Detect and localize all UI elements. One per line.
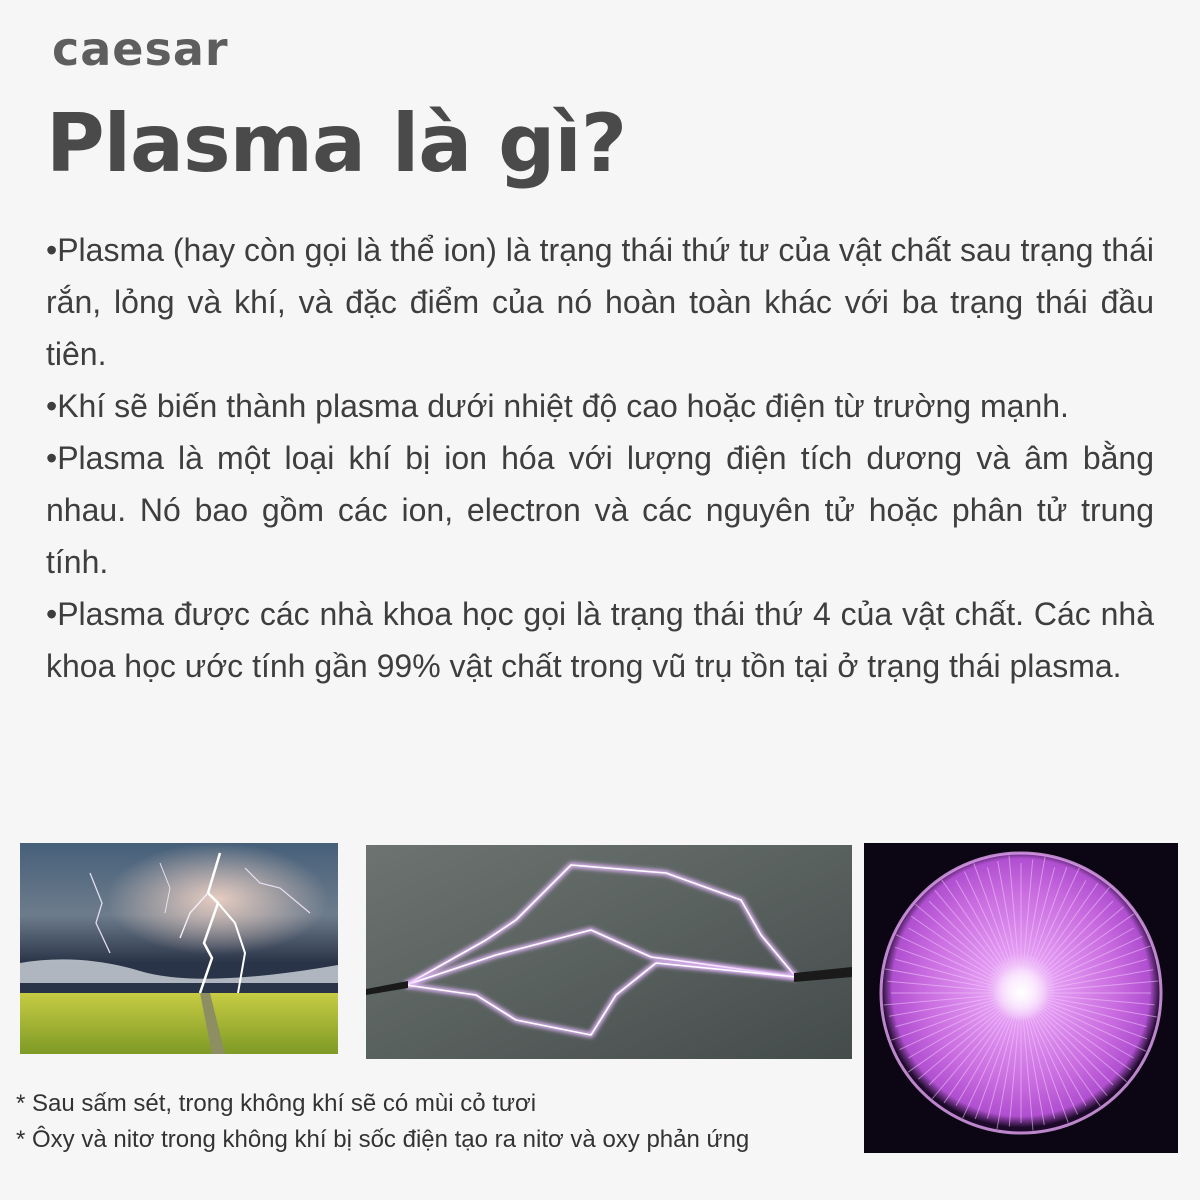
paragraph-plasma-definition: •Plasma (hay còn gọi là thể ion) là trạng thái thứ tư của vật chất sau trạng thái rắn, lỏng và khí, và đặc điểm của nó hoàn toàn khác với ba trạng thái đầu tiên. (46, 232, 1154, 372)
footnote-reactive-nitrogen-oxygen: * Ôxy và nitơ trong không khí bị sốc điện tạo ra nitơ và oxy phản ứng (16, 1126, 750, 1153)
footnote-lightning-smell: * Sau sấm sét, trong không khí sẽ có mùi cỏ tươi (16, 1090, 537, 1117)
brand-logo: caesar (52, 22, 229, 76)
paragraph-plasma-composition: •Plasma là một loại khí bị ion hóa với lượng điện tích dương và âm bằng nhau. Nó bao gồm các ion, electron và các nguyên tử hoặc phân tử trung tính. (46, 440, 1154, 580)
page-title: Plasma là gì? (46, 97, 627, 190)
electric-arc-photo (366, 845, 852, 1059)
paragraph-plasma-universe: •Plasma được các nhà khoa học gọi là trạng thái thứ 4 của vật chất. Các nhà khoa học ước tính gần 99% vật chất trong vũ trụ tồn tại ở trạng thái plasma. (46, 596, 1154, 684)
lightning-field-photo (20, 843, 338, 1054)
paragraph-plasma-formation: •Khí sẽ biến thành plasma dưới nhiệt độ cao hoặc điện từ trường mạnh. (46, 388, 1069, 424)
plasma-ball-photo (864, 843, 1178, 1153)
body-text (46, 224, 1154, 692)
footnotes (16, 1086, 856, 1158)
